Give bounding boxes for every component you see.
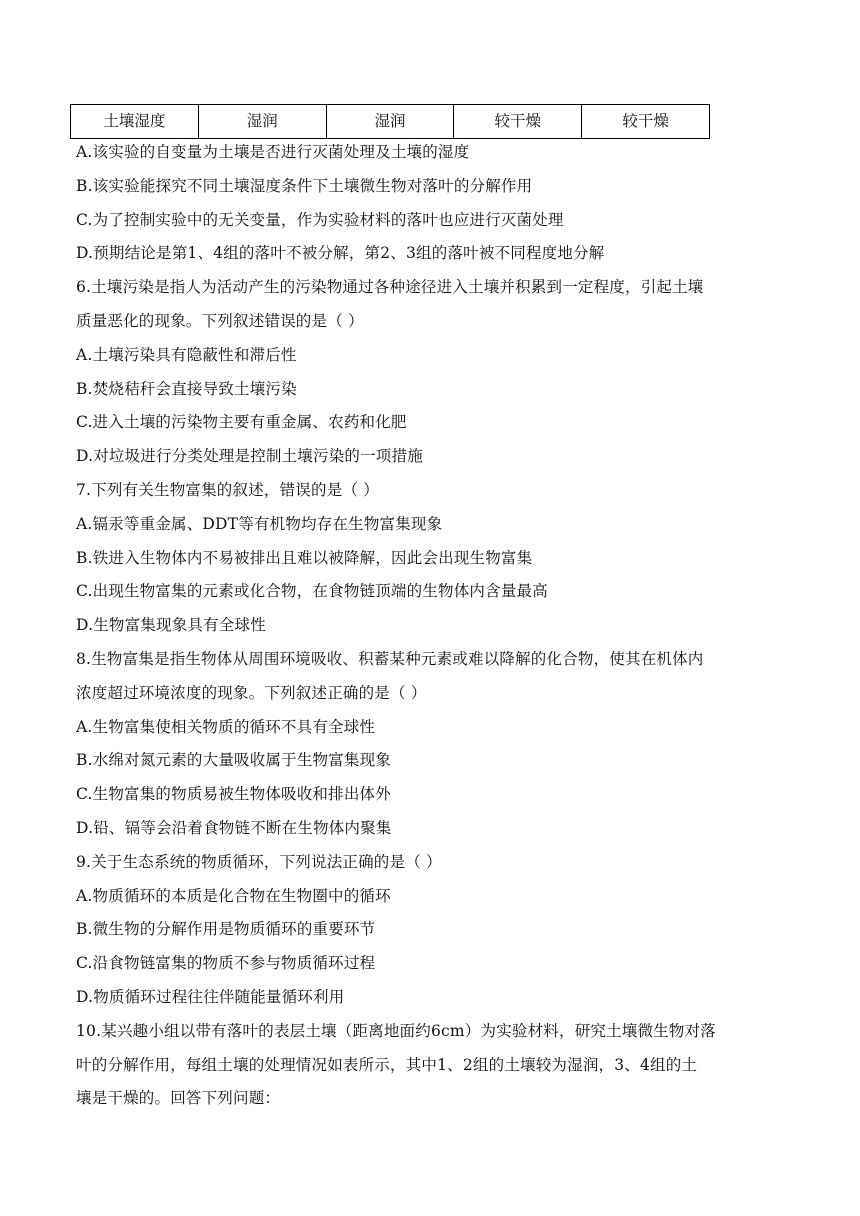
question-text — [76, 136, 796, 1116]
text-line: 质量恶化的现象。下列叙述错误的是（ ） — [76, 311, 364, 330]
text-line: 叶的分解作用，每组土壤的处理情况如表所示，其中1、2组的土壤较为湿润，3、4组的土 — [76, 1055, 698, 1074]
text-line: A.镉汞等重金属、DDT等有机物均存在生物富集现象 — [76, 514, 443, 533]
text-line: 7.下列有关生物富集的叙述，错误的是（ ） — [76, 480, 379, 499]
table-cell: 较干燥 — [454, 105, 582, 139]
text-line: 8.生物富集是指生物体从周围环境吸收、积蓄某种元素或难以降解的化合物，使其在机体内 — [76, 649, 704, 668]
text-line: 6.土壤污染是指人为活动产生的污染物通过各种途径进入土壤并积累到一定程度，引起土壤 — [76, 278, 704, 297]
text-line: B.水绵对氮元素的大量吸收属于生物富集现象 — [76, 751, 392, 770]
table-row — [71, 105, 710, 139]
text-line: 9.关于生态系统的物质循环，下列说法正确的是（ ） — [76, 852, 442, 871]
text-line: 浓度超过环境浓度的现象。下列叙述正确的是（ ） — [76, 683, 427, 702]
text-line: 10.某兴趣小组以带有落叶的表层土壤（距离地面约6cm）为实验材料，研究土壤微生物对落 — [76, 1021, 716, 1040]
table-cell: 土壤湿度 — [71, 105, 199, 139]
text-line: C.进入土壤的污染物主要有重金属、农药和化肥 — [76, 413, 407, 432]
text-line: B.该实验能探究不同土壤湿度条件下土壤微生物对落叶的分解作用 — [76, 176, 533, 195]
text-line: A.土壤污染具有隐蔽性和滞后性 — [76, 345, 297, 364]
text-line: A.物质循环的本质是化合物在生物圈中的循环 — [76, 886, 391, 905]
table-cell: 湿润 — [198, 105, 326, 139]
text-line: D.生物富集现象具有全球性 — [76, 616, 266, 635]
text-line: C.为了控制实验中的无关变量，作为实验材料的落叶也应进行灭菌处理 — [76, 210, 564, 229]
text-line: B.微生物的分解作用是物质循环的重要环节 — [76, 920, 376, 939]
table-cell: 湿润 — [326, 105, 454, 139]
text-line: D.对垃圾进行分类处理是控制土壤污染的一项措施 — [76, 447, 423, 466]
text-line: D.物质循环过程往往伴随能量循环利用 — [76, 987, 345, 1006]
text-line: A.该实验的自变量为土壤是否进行灭菌处理及土壤的湿度 — [76, 143, 470, 161]
text-line: C.沿食物链富集的物质不参与物质循环过程 — [76, 954, 376, 973]
text-line: 壤是干燥的。回答下列问题： — [76, 1089, 281, 1108]
text-line: C.出现生物富集的元素或化合物，在食物链顶端的生物体内含量最高 — [76, 582, 548, 601]
table-cell: 较干燥 — [582, 105, 710, 139]
text-line: D.铅、镉等会沿着食物链不断在生物体内聚集 — [76, 818, 392, 837]
soil-moisture-table — [70, 104, 710, 139]
text-line: D.预期结论是第1、4组的落叶不被分解，第2、3组的落叶被不同程度地分解 — [76, 244, 605, 263]
text-line: B.铁进入生物体内不易被排出且难以被降解，因此会出现生物富集 — [76, 548, 533, 567]
text-line: B.焚烧秸秆会直接导致土壤污染 — [76, 379, 297, 398]
text-line: A.生物富集使相关物质的循环不具有全球性 — [76, 717, 376, 736]
text-line: C.生物富集的物质易被生物体吸收和排出体外 — [76, 785, 391, 804]
